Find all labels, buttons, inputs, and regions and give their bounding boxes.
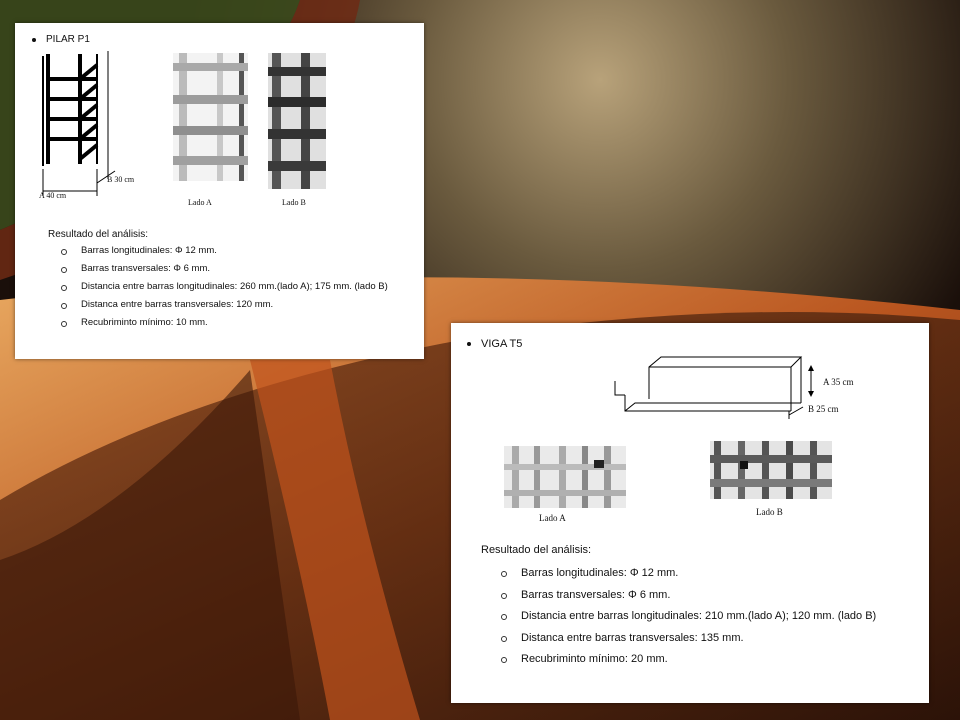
viga-beam-diagram [611, 353, 821, 423]
list-item: Distancia entre barras longitudinales: 210 mm.(lado A); 120 mm. (lado B) [499, 606, 914, 628]
pilar-result-title: Resultado del análisis: [48, 229, 149, 240]
viga-scan-lado-b [710, 441, 832, 499]
viga-panel [451, 323, 929, 703]
pilar-scan-lado-b [268, 53, 326, 189]
pilar-caption-lado-a: Lado A [188, 198, 212, 207]
bullet-icon [467, 342, 471, 346]
viga-result-title: Resultado del análisis: [481, 544, 592, 556]
viga-heading-text: VIGA T5 [481, 338, 523, 350]
viga-dim-a: A 35 cm [823, 377, 854, 387]
list-item: Recubriminto mínimo: 20 mm. [499, 649, 914, 671]
list-item: Distanca entre barras transversales: 135 mm. [499, 628, 914, 650]
pilar-dim-a: A 40 cm [39, 191, 67, 200]
pilar-heading [32, 34, 90, 45]
circle-bullet-icon [61, 285, 67, 291]
list-item: Recubriminto mínimo: 10 mm. [59, 314, 419, 332]
pilar-panel [15, 23, 424, 359]
circle-bullet-icon [61, 267, 67, 273]
circle-bullet-icon [501, 657, 507, 663]
pilar-result-list [59, 242, 419, 332]
bullet-icon [32, 38, 36, 42]
pilar-scan-lado-a [173, 53, 248, 181]
list-item: Barras longitudinales: Φ 12 mm. [499, 563, 914, 585]
viga-dim-b: B 25 cm [808, 404, 839, 414]
list-item: Barras transversales: Φ 6 mm. [499, 585, 914, 607]
viga-heading [467, 338, 522, 350]
pilar-caption-lado-b: Lado B [282, 198, 306, 207]
list-item: Distancia entre barras longitudinales: 260 mm.(lado A); 175 mm. (lado B) [59, 278, 419, 296]
viga-caption-lado-a: Lado A [539, 513, 566, 523]
circle-bullet-icon [501, 571, 507, 577]
list-item: Distanca entre barras transversales: 120 mm. [59, 296, 419, 314]
pilar-heading-text: PILAR P1 [46, 34, 90, 45]
pilar-cage-diagram [35, 51, 165, 201]
list-item: Barras transversales: Φ 6 mm. [59, 260, 419, 278]
viga-result-list [499, 563, 914, 671]
pilar-dim-b: B 30 cm [107, 175, 135, 184]
circle-bullet-icon [501, 636, 507, 642]
circle-bullet-icon [61, 303, 67, 309]
list-item: Barras longitudinales: Φ 12 mm. [59, 242, 419, 260]
viga-caption-lado-b: Lado B [756, 507, 783, 517]
circle-bullet-icon [501, 614, 507, 620]
circle-bullet-icon [501, 593, 507, 599]
circle-bullet-icon [61, 249, 67, 255]
circle-bullet-icon [61, 321, 67, 327]
viga-scan-lado-a [504, 446, 626, 508]
